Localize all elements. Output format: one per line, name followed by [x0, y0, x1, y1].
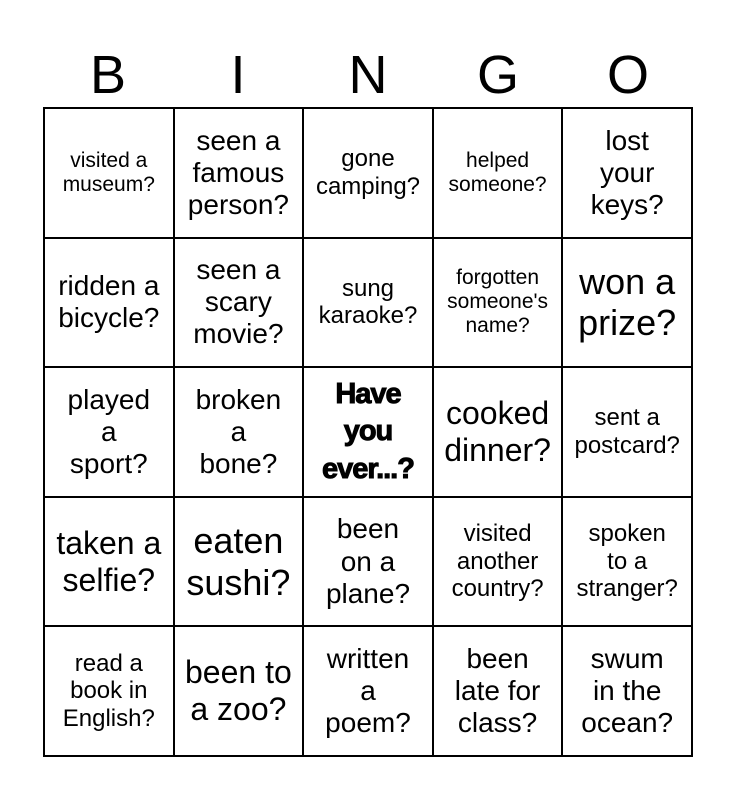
bingo-cell-r1c3[interactable]	[303, 108, 433, 238]
header-letter-b: B	[89, 45, 127, 105]
cell-text: won a prize?	[578, 261, 677, 344]
bingo-cell-r2c4[interactable]	[433, 238, 563, 368]
bingo-cell-r5c4[interactable]	[433, 626, 563, 756]
bingo-cell-r2c2[interactable]	[174, 238, 304, 368]
header-letter-n: N	[348, 45, 388, 105]
cell-text: spoken to a stranger?	[576, 520, 678, 603]
bingo-cell-r5c5[interactable]	[562, 626, 692, 756]
cell-text: ridden a bicycle?	[58, 270, 160, 334]
bingo-cell-r1c5[interactable]	[562, 108, 692, 238]
bingo-cell-r2c1[interactable]	[44, 238, 174, 368]
bingo-card-grid	[43, 107, 693, 757]
cell-text: read a book in English?	[62, 649, 155, 732]
free-space-text: Have you ever...?	[322, 378, 414, 485]
bingo-cell-r4c2[interactable]	[174, 497, 304, 627]
cell-text: lost your keys?	[590, 124, 664, 220]
cell-text: seen a famous person?	[187, 124, 289, 220]
cell-text: forgotten someone's name?	[447, 266, 549, 338]
cell-text: sung karaoke?	[318, 274, 418, 330]
bingo-cell-r5c1[interactable]	[44, 626, 174, 756]
bingo-cell-r5c2[interactable]	[174, 626, 304, 756]
cell-text: visited a museum?	[62, 148, 155, 196]
cell-text: cooked dinner?	[444, 395, 551, 468]
bingo-cell-r1c4[interactable]	[433, 108, 563, 238]
cell-text: written a poem?	[325, 642, 411, 739]
bingo-cell-r3c5[interactable]	[562, 367, 692, 497]
cell-text: taken a selfie?	[56, 524, 162, 598]
bingo-cell-r3c1[interactable]	[44, 367, 174, 497]
header-letter-i: I	[230, 45, 246, 105]
bingo-cell-r1c1[interactable]	[44, 108, 174, 238]
bingo-cell-r4c1[interactable]	[44, 497, 174, 627]
cell-text: broken a bone?	[195, 383, 282, 480]
bingo-cell-r2c5[interactable]	[562, 238, 692, 368]
bingo-cell-r4c5[interactable]	[562, 497, 692, 627]
cell-text: been to a zoo?	[185, 654, 292, 728]
cell-text: been on a plane?	[325, 513, 411, 609]
bingo-cell-r2c3[interactable]	[303, 238, 433, 368]
cell-text: eaten sushi?	[186, 520, 291, 603]
cell-text: been late for class?	[454, 642, 541, 739]
free-space-cell[interactable]	[303, 367, 433, 497]
cell-text: sent a postcard?	[574, 404, 680, 459]
cell-text: seen a scary movie?	[193, 254, 284, 350]
bingo-cell-r1c2[interactable]	[174, 108, 304, 238]
bingo-header	[43, 44, 693, 106]
cell-text: visited another country?	[451, 520, 544, 603]
cell-text: helped someone?	[448, 148, 547, 196]
header-letter-g: G	[476, 45, 519, 105]
bingo-cell-r4c3[interactable]	[303, 497, 433, 627]
cell-text: gone camping?	[315, 145, 421, 200]
cell-text: swum in the ocean?	[581, 642, 674, 739]
bingo-cell-r3c4[interactable]	[433, 367, 563, 497]
bingo-cell-r3c2[interactable]	[174, 367, 304, 497]
cell-text: played a sport?	[67, 383, 151, 480]
header-letter-o: O	[606, 45, 649, 105]
bingo-cell-r5c3[interactable]	[303, 626, 433, 756]
bingo-cell-r4c4[interactable]	[433, 497, 563, 627]
